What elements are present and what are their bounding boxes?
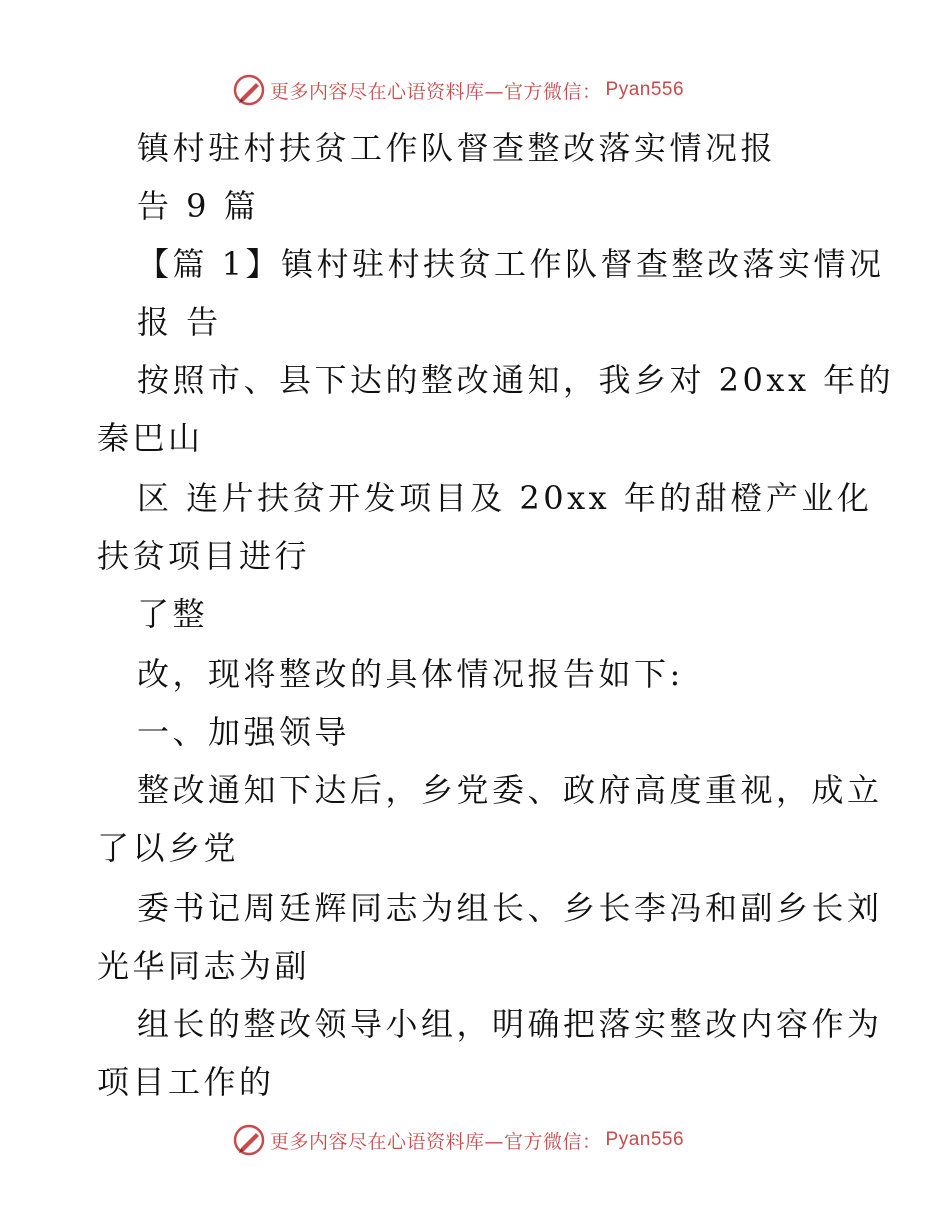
watermark-text: 更多内容尽在心语资料库—官方微信： [270, 80, 602, 103]
body-line: 扶贫项目进行 [97, 537, 311, 575]
doc-title-line-1: 镇村驻村扶贫工作队督查整改落实情况报 [137, 129, 777, 167]
body-line: 秦巴山 [97, 419, 204, 457]
watermark-wechat-id: Pyan556 [605, 79, 685, 100]
section-heading-line-1: 【篇 1】镇村驻村扶贫工作队督查整改落实情况 [137, 245, 885, 283]
body-line: 光华同志为副 [97, 947, 311, 985]
body-line: 委书记周廷辉同志为组长、乡长李冯和副乡长刘 [137, 889, 883, 927]
watermark-text: 更多内容尽在心语资料库—官方微信： [270, 1130, 602, 1153]
body-line: 了整 [137, 595, 209, 633]
watermark-wechat-id: Pyan556 [605, 1129, 685, 1150]
body-line: 项目工作的 [97, 1063, 275, 1101]
pen-logo-icon [232, 73, 266, 107]
subheading: 一、加强领导 [137, 713, 351, 751]
pen-logo-icon [232, 1123, 266, 1157]
body-line: 按照市、县下达的整改通知，我乡对 20xx 年的 [137, 361, 895, 399]
watermark-header [232, 72, 684, 108]
body-line: 整改通知下达后，乡党委、政府高度重视，成立 [137, 771, 883, 809]
watermark-footer [232, 1122, 684, 1158]
body-line: 组长的整改领导小组，明确把落实整改内容作为 [137, 1005, 883, 1043]
body-line: 了以乡党 [97, 829, 240, 867]
body-line: 区 连片扶贫开发项目及 20xx 年的甜橙产业化 [137, 479, 873, 517]
doc-title-line-2: 告 9 篇 [137, 187, 260, 225]
section-heading-line-2: 报 告 [137, 303, 222, 341]
body-line: 改，现将整改的具体情况报告如下: [137, 655, 684, 693]
